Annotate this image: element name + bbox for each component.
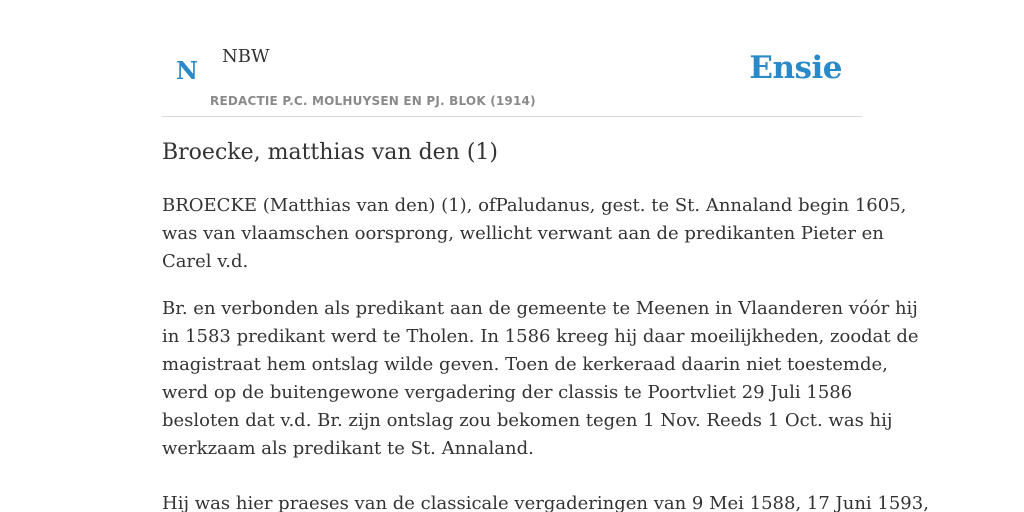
paragraph-line: BROECKE (Matthias van den) (1), ofPaludanus, gest. te St. Annaland begin 1605, bbox=[162, 195, 907, 216]
paragraph-1 bbox=[162, 192, 907, 276]
brand-logo[interactable]: Ensie bbox=[749, 50, 842, 86]
paragraph-line: magistraat hem ontslag wilde geven. Toen de kerkeraad daarin niet toestemde, bbox=[162, 354, 888, 375]
paragraph-line: Br. en verbonden als predikant aan de gemeente te Meenen in Vlaanderen vóór hij bbox=[162, 298, 918, 319]
source-logo[interactable]: N bbox=[176, 56, 198, 85]
paragraph-line: besloten dat v.d. Br. zijn ontslag zou bekomen tegen 1 Nov. Reeds 1 Oct. was hij bbox=[162, 410, 893, 431]
paragraph-2 bbox=[162, 295, 919, 463]
document-page bbox=[162, 0, 929, 512]
paragraph-line: Hij was hier praeses van de classicale vergaderingen van 9 Mei 1588, 17 Juni 1593, bbox=[162, 493, 929, 512]
paragraph-3 bbox=[162, 490, 929, 512]
header bbox=[162, 0, 862, 117]
article-title: Broecke, matthias van den (1) bbox=[162, 140, 499, 165]
editors-line: REDACTIE P.C. MOLHUYSEN EN PJ. BLOK (1914) bbox=[210, 94, 536, 108]
source-name[interactable]: NBW bbox=[222, 46, 270, 67]
paragraph-line: in 1583 predikant werd te Tholen. In 1586 kreeg hij daar moeilijkheden, zoodat de bbox=[162, 326, 919, 347]
paragraph-line: Carel v.d. bbox=[162, 251, 249, 272]
paragraph-line: werkzaam als predikant te St. Annaland. bbox=[162, 438, 534, 459]
paragraph-line: werd op de buitengewone vergadering der classis te Poortvliet 29 Juli 1586 bbox=[162, 382, 853, 403]
paragraph-line: was van vlaamschen oorsprong, wellicht verwant aan de predikanten Pieter en bbox=[162, 223, 884, 244]
